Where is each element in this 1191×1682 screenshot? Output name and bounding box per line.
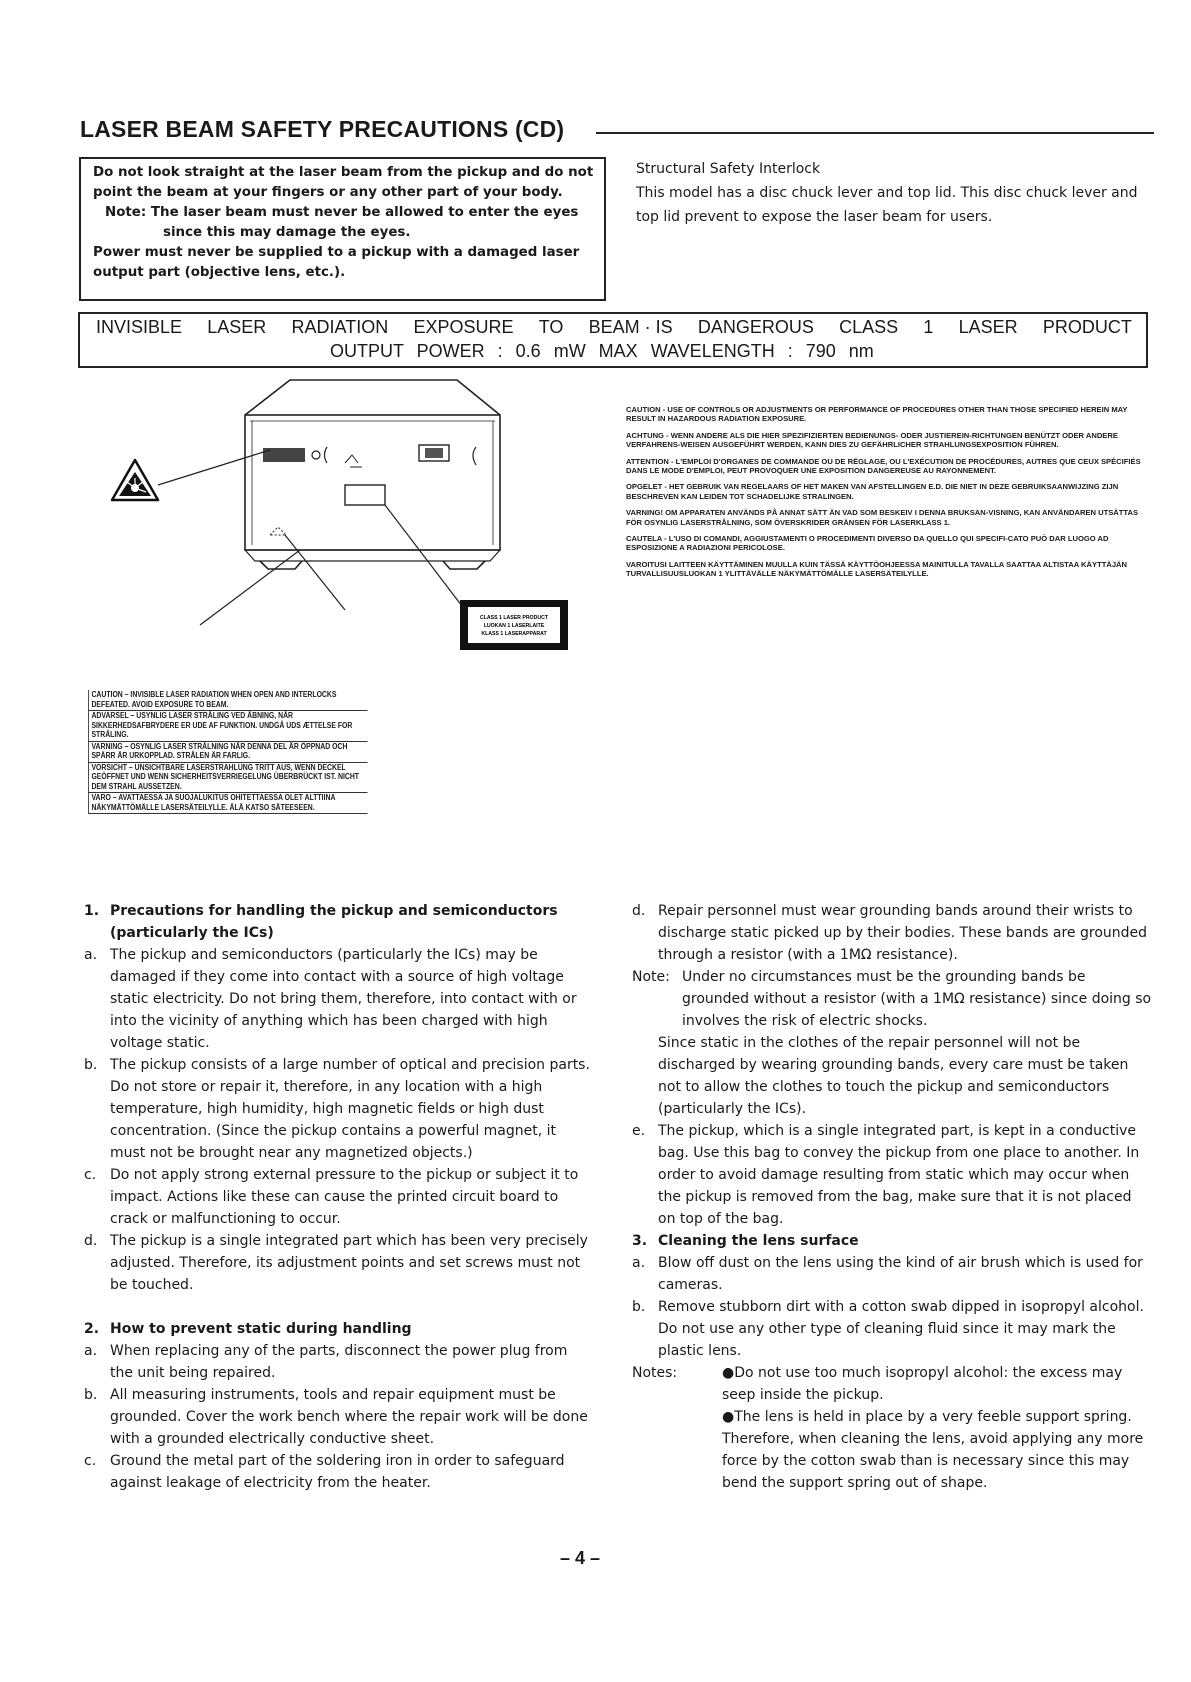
item-marker: a. — [632, 1255, 646, 1271]
list-item — [632, 1252, 1152, 1296]
section-1-heading — [84, 900, 594, 944]
page-number: – 4 – — [560, 1548, 601, 1568]
list-item — [84, 1450, 594, 1494]
item-text: The pickup is a single integrated part which has been very precisely adjusted. Therefore, its adjustment points and set screws must not be touched. — [110, 1233, 588, 1293]
warning-line-3: Power must never be supplied to a pickup with a damaged laser output part (objective lens, etc.). — [93, 245, 580, 280]
interlock-text: This model has a disc chuck lever and top lid. This disc chuck lever and top lid prevent to expose the laser beam for users. — [636, 185, 1138, 225]
band-word: BEAM · IS — [588, 317, 673, 337]
class-label-line-2: LUOKAN 1 LASERLAITE — [483, 623, 545, 629]
item-text: When replacing any of the parts, disconnect the power plug from the unit being repaired. — [110, 1343, 568, 1381]
caution-fi: VAROITUSI LAITTEEN KÄYTTÄMINEN MUULLA KUIN TÄSSÄ KÄYTTÖOHJEESSA MAINITULLA TAVALLA SAATTAA ALTISTAA KÄYTTÄJÄN TURVALLISUUSLUOKAN 1 YLITTÄVÄLLE NÄKYMÄTTÖMÄLLE LASERSÄTEILYLLE. — [626, 559, 1128, 579]
note-marker: Note: — [632, 969, 670, 985]
laser-class-band — [78, 312, 1148, 368]
label-caution: CAUTION – INVISIBLE LASER RADIATION WHEN OPEN AND INTERLOCKS DEFEATED. AVOID EXPOSURE TO BEAM. — [88, 690, 368, 711]
list-item — [632, 1120, 1152, 1230]
item-text: Repair personnel must wear grounding bands around their wrists to discharge static picked up by their bodies. These bands are grounded through a resistor (with a 1MΩ resistance). — [658, 903, 1148, 963]
grounding-note — [632, 966, 1152, 1032]
class-label-line-3: KLASS 1 LASERAPPARAT — [481, 631, 547, 637]
item-marker: d. — [84, 1233, 98, 1249]
band-word: LASER — [958, 317, 1018, 337]
band-word: PRODUCT — [1042, 317, 1132, 337]
unit-rear-diagram — [80, 375, 620, 695]
list-item — [84, 1164, 594, 1230]
label-vorsicht: VORSICHT – UNSICHTBARE LASERSTRAHLUNG TRITT AUS, WENN DECKEL GEÖFFNET UND WENN SICHERHEITSVERRIEGELUNG ÜBERBRÜCKT IST. NICHT DEM STRAHL AUSSETZEN. — [88, 763, 368, 794]
notes-marker: Notes: — [632, 1365, 678, 1381]
item-marker: b. — [84, 1387, 98, 1403]
list-item — [84, 1054, 594, 1164]
item-marker: b. — [84, 1057, 98, 1073]
caution-fr: ATTENTION - L'EMPLOI D'ORGANES DE COMMANDE OU DE RÉGLAGE, OU L'EXÉCUTION DE PROCÉDURES, AUTRES QUE CEUX SPÉCIFIÉS DANS LE MODE D'EMPLOI, PEUT PROVOQUER UNE EXPOSITION DANGEREUSE AU RAYONNEMENT. — [626, 456, 1141, 476]
item-text: Ground the metal part of the soldering iron in order to safeguard against leakage of electricity from the heater. — [110, 1453, 565, 1491]
item-marker: b. — [632, 1299, 646, 1315]
item-marker: e. — [632, 1123, 646, 1139]
left-column — [84, 900, 594, 1494]
section-title: Cleaning the lens surface — [658, 1233, 859, 1249]
label-varo: VARO – AVATTAESSA JA SUOJALUKITUS OHITETTAESSA OLET ALTTIINA NÄKYMÄTTÖMÄLLE LASERSÄTEILYLLE. ÄLÄ KATSO SÄTEESEEN. — [88, 793, 368, 814]
section-2-heading — [84, 1318, 594, 1340]
section-number: 3. — [632, 1233, 648, 1249]
caution-de: ACHTUNG - WENN ANDERE ALS DIE HIER SPEZIFIZIERTEN BEDIENUNGS- ODER JUSTIEREIN-RICHTUNGEN BENÜTZT ODER ANDERE VERFAHRENS-WEISEN AUSGEFÜHRT WERDEN, KANN DIES ZU GEFÄHRLICHER STRAHLUNGSEXPOSITION FÜHREN. — [626, 430, 1118, 450]
band-word: RADIATION — [291, 317, 389, 337]
warning-note-b: since this may damage the eyes. — [163, 225, 411, 240]
laser-warning-box — [79, 157, 606, 301]
item-text: The pickup, which is a single integrated part, is kept in a conductive bag. Use this bag to convey the pickup from one place to another. In order to avoid damage resulting from static which may occur when the pickup is removed from the bag, make sure that it is not placed on top of the bag. — [658, 1123, 1140, 1227]
multilingual-cautions — [626, 405, 1146, 586]
caution-nl: OPGELET - HET GEBRUIK VAN REGELAARS OF HET MAKEN VAN AFSTELLINGEN E.D. DIE NIET IN DEZE GEBRUIKSAANWIJZING ZIJN BESCHREVEN KAN LEIDEN TOT SCHADELIJKE STRALINGEN. — [626, 482, 1119, 501]
interlock-heading: Structural Safety Interlock — [636, 161, 821, 177]
section-title: Precautions for handling the pickup and semiconductors (particularly the ICs) — [110, 903, 558, 941]
band-word: INVISIBLE — [96, 317, 183, 337]
multilingual-warning-label — [88, 690, 368, 814]
label-varning: VARNING – OSYNLIG LASER STRÅLNING NÄR DENNA DEL ÄR ÖPPNAD OCH SPÄRR ÄR URKOPPLAD. STRÅLEN ÄR FARLIG. — [88, 742, 368, 763]
item-text: The pickup consists of a large number of optical and precision parts. Do not store or repair it, therefore, in any location with a high temperature, high humidity, high magnetic fields or high dust concentration. (Since the pickup contains a powerful magnet, it must not be brought near any magnetized objects.) — [110, 1057, 590, 1161]
cleaning-note-2: ●The lens is held in place by a very feeble support spring. Therefore, when cleaning the lens, avoid applying any more force by the cotton swab than is necessary since this may bend the support spring out of shape. — [722, 1409, 1144, 1491]
list-item — [84, 1230, 594, 1296]
caution-it: CAUTELA - L'USO DI COMANDI, AGGIUSTAMENTI O PROCEDIMENTI DIVERSO DA QUELLO QUI SPECIFI-CATO PUÒ DAR LUOGO AD ESPOSIZIONE A RADIAZIONI PERICOLOSE. — [626, 534, 1109, 553]
page-title: LASER BEAM SAFETY PRECAUTIONS (CD) — [80, 116, 565, 142]
laser-band-line-1 — [96, 317, 1132, 338]
list-item — [84, 944, 594, 1054]
band-word: 1 — [923, 317, 934, 337]
list-item — [84, 1340, 594, 1384]
item-text: Do not apply strong external pressure to the pickup or subject it to impact. Actions like these can cause the printed circuit board to crack or malfunctioning to occur. — [110, 1167, 579, 1227]
laser-hazard-icon — [112, 460, 158, 500]
caution-en: CAUTION - USE OF CONTROLS OR ADJUSTMENTS OR PERFORMANCE OF PROCEDURES OTHER THAN THOSE SPECIFIED HEREIN MAY RESULT IN HAZARDOUS RADIATION EXPOSURE. — [626, 405, 1128, 424]
caution-sv: VARNING! OM APPARATEN ANVÄNDS PÅ ANNAT SÄTT ÄN VAD SOM BESKEIV I DENNA BRUKSAN-VISNING, KAN ANVÄNDAREN UTSÄTTAS FÖR OSYNLIG LASERSTRÅLNING, SOM ÖVERSKRIDER GRÄNSEN FÖR LASERKLASS 1. — [626, 508, 1139, 527]
note-text: ●Do not use too much isopropyl alcohol: the excess may seep inside the pickup. — [722, 1365, 1123, 1403]
section-number: 1. — [84, 903, 100, 919]
item-marker: c. — [84, 1167, 97, 1183]
label-plate-icon — [345, 485, 385, 505]
section-3-heading — [632, 1230, 1152, 1252]
item-marker: a. — [84, 947, 98, 963]
item-marker: d. — [632, 903, 646, 919]
warning-line-1: Do not look straight at the laser beam from the pickup and do not point the beam at your fingers or any other part of your body. — [93, 165, 594, 200]
class-label-line-1: CLASS 1 LASER PRODUCT — [479, 615, 549, 621]
laser-band-line-2: OUTPUT POWER : 0.6 mW MAX WAVELENGTH : 790 nm — [330, 341, 874, 361]
band-word: CLASS — [839, 317, 899, 337]
list-item — [632, 900, 1152, 966]
right-column — [632, 900, 1152, 1494]
item-marker: c. — [84, 1453, 97, 1469]
label-advarsel: ADVARSEL – USYNLIG LASER STRÅLING VED ÅBNING, NÅR SIKKERHEDSAFBRYDERE ER UDE AF FUNKTION. UNDGÅ UDS ÆTTELSE FOR STRÅLING. — [88, 711, 368, 742]
cleaning-note-1 — [632, 1362, 1152, 1406]
item-text: Blow off dust on the lens using the kind of air brush which is used for cameras. — [658, 1255, 1143, 1293]
section-title: How to prevent static during handling — [110, 1321, 412, 1337]
title-rule — [596, 132, 1154, 134]
list-item — [84, 1384, 594, 1450]
band-word: LASER — [207, 317, 267, 337]
item-text: The pickup and semiconductors (particularly the ICs) may be damaged if they come into contact with a source of high voltage static electricity. Do not bring them, therefore, into contact with or into the vicinity of anything which has been charged with high voltage static. — [110, 947, 577, 1051]
item-text: All measuring instruments, tools and repair equipment must be grounded. Cover the work bench where the repair work will be done with a grounded electrically conductive sheet. — [110, 1387, 588, 1447]
interlock-section — [636, 157, 1156, 229]
item-marker: a. — [84, 1343, 98, 1359]
section-number: 2. — [84, 1321, 100, 1337]
band-word: DANGEROUS — [697, 317, 814, 337]
list-item — [632, 1296, 1152, 1362]
note-text: Under no circumstances must be the grounding bands be grounded without a resistor (with a 1MΩ resistance) since doing so involves the risk of electric shocks. — [682, 969, 1152, 1029]
band-word: EXPOSURE — [413, 317, 514, 337]
band-word: TO — [538, 317, 564, 337]
item-text: Remove stubborn dirt with a cotton swab dipped in isopropyl alcohol. Do not use any other type of cleaning fluid since it may mark the plastic lens. — [658, 1299, 1144, 1359]
static-clothes-paragraph: Since static in the clothes of the repair personnel will not be discharged by wearing grounding bands, every care must be taken not to allow the clothes to touch the pickup and semiconductors (particularly the ICs). — [658, 1035, 1129, 1117]
warning-note-a: Note: The laser beam must never be allowed to enter the eyes — [105, 205, 579, 220]
